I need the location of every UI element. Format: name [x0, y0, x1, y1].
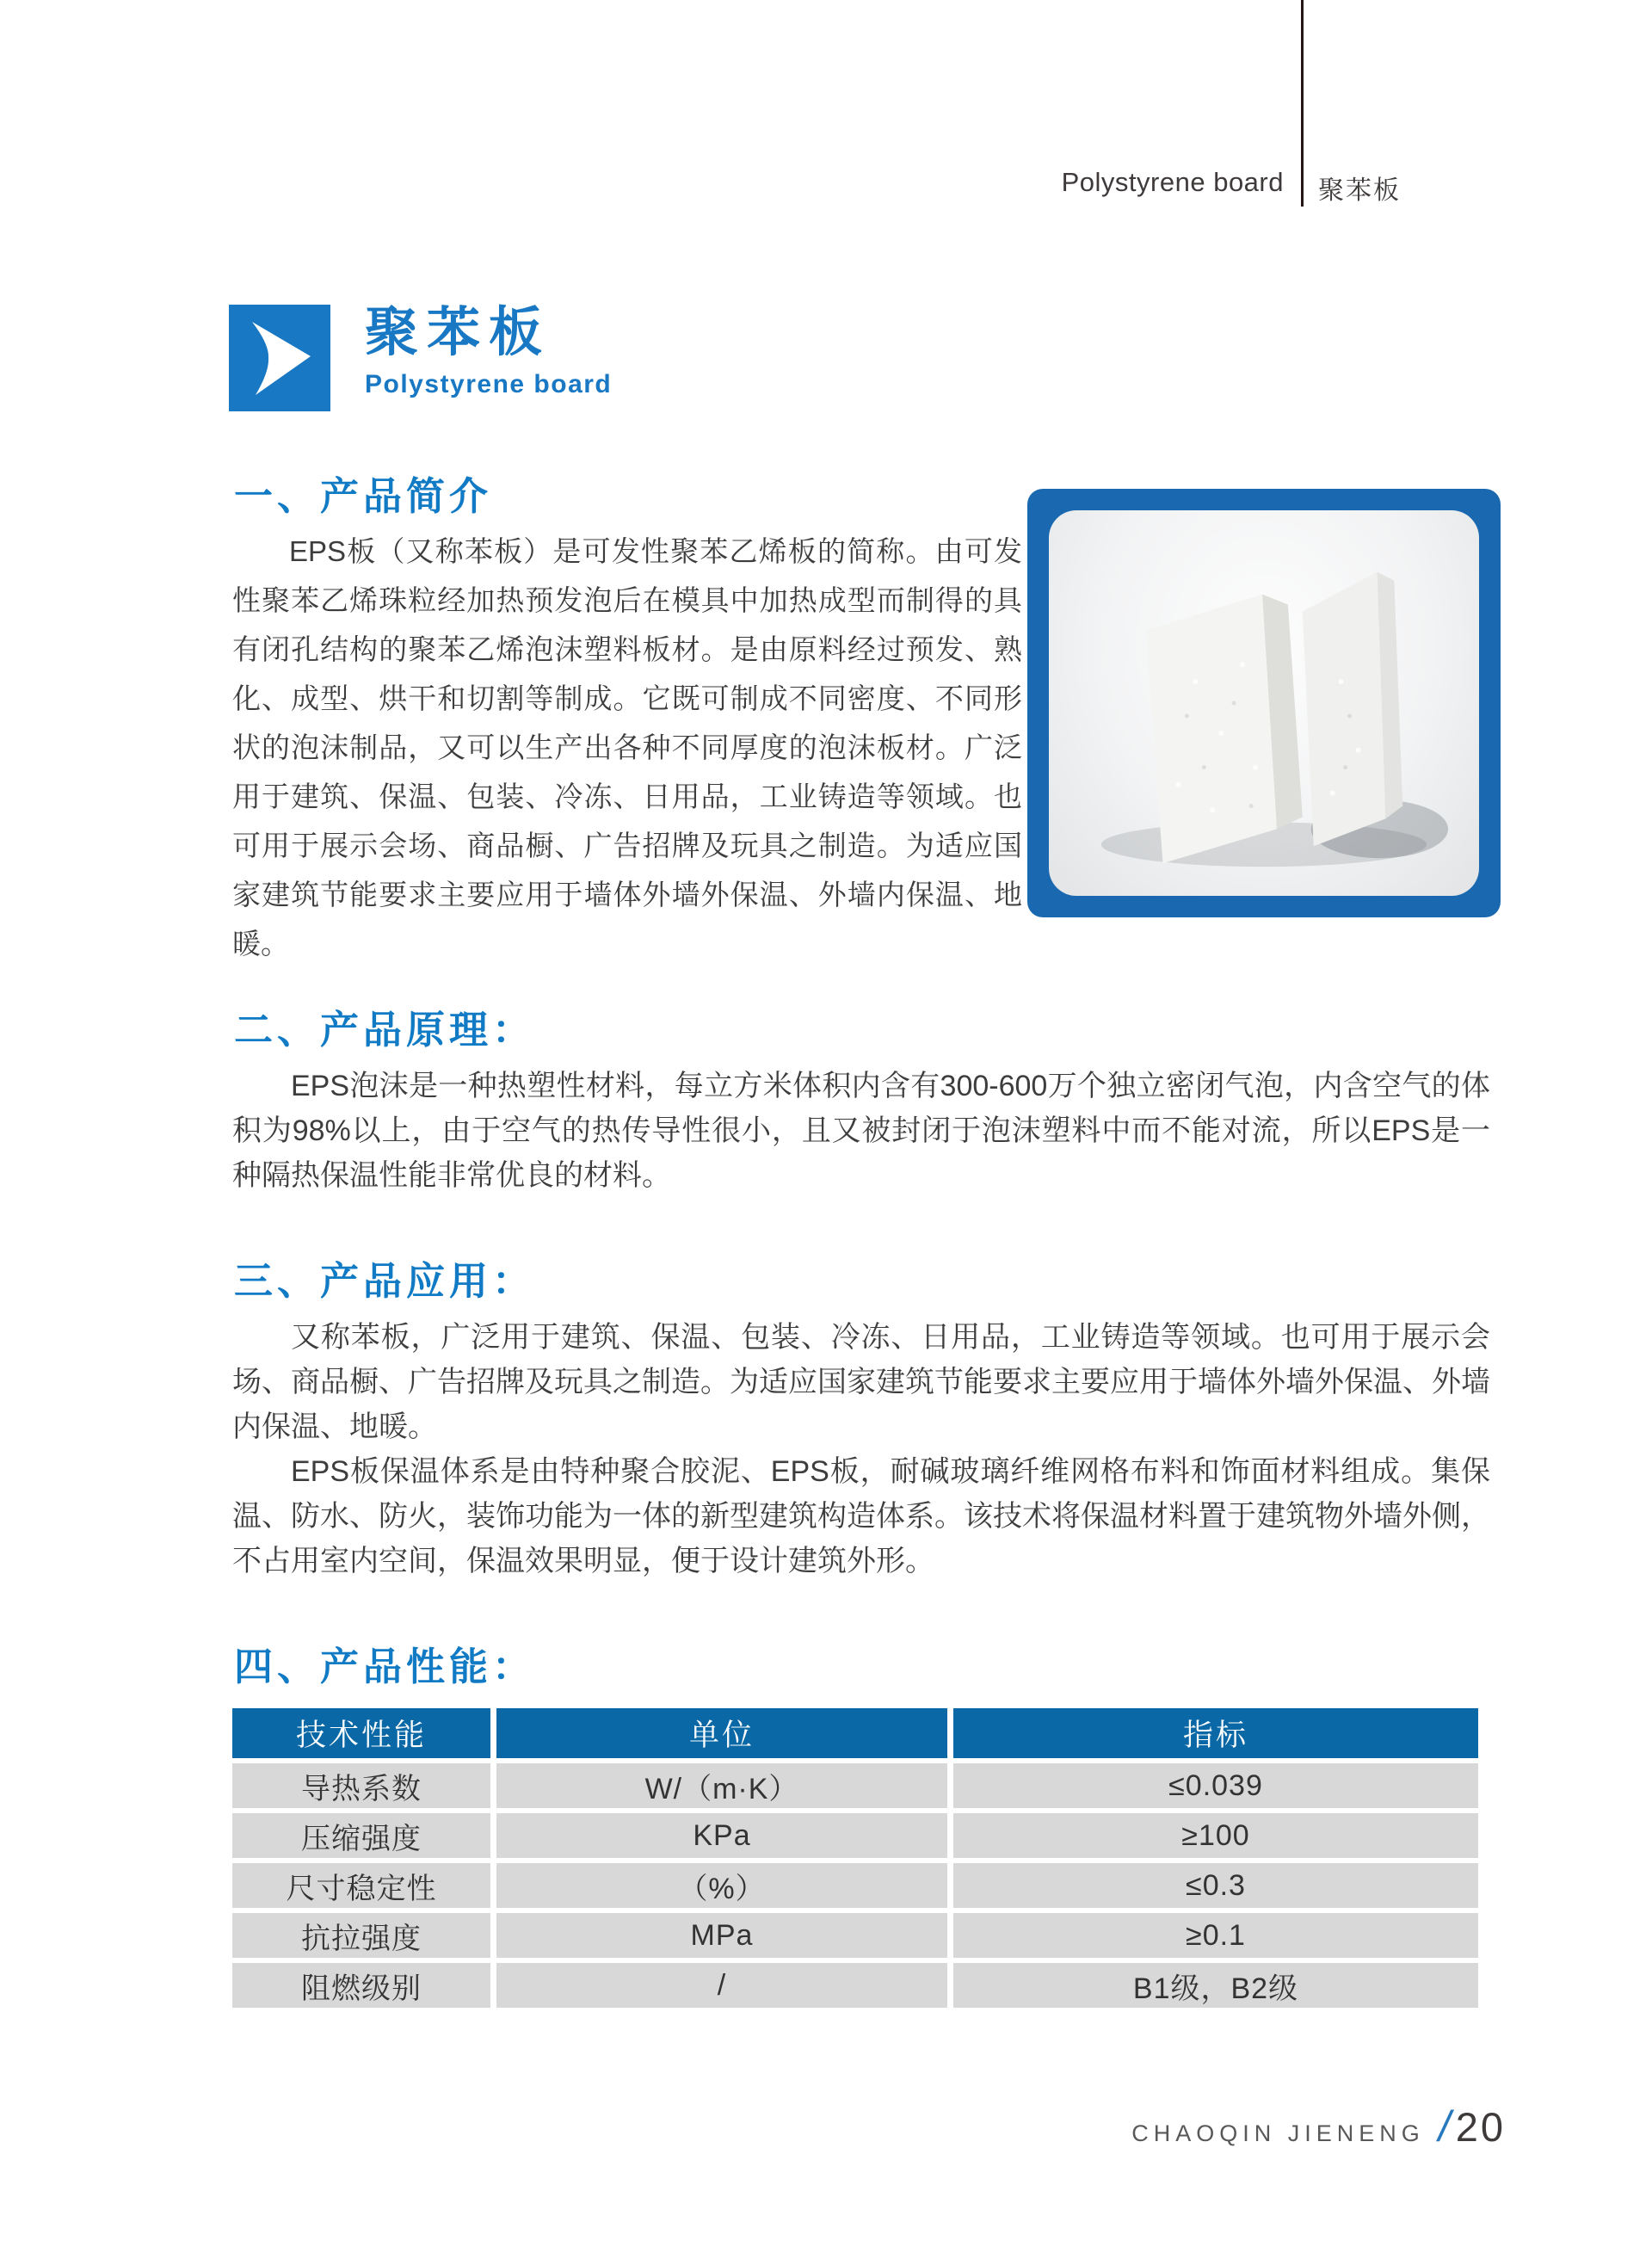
section3-paragraph-2: EPS板保温体系是由特种聚合胶泥、EPS板，耐碱玻璃纤维网格布料和饰面材料组成。集保温、防水、防火，装饰功能为一体的新型建筑构造体系。该技术将保温材料置于建筑物外墙外侧，不占用室内空间，保温效果明显，便于设计建筑外形。 [232, 1455, 1490, 1577]
table-cell: / [496, 1963, 947, 2008]
product-logo [229, 305, 612, 411]
section2-heading: 二、产品原理： [234, 1009, 536, 1052]
arrow-right-icon [229, 305, 330, 411]
running-header-zh: 聚苯板 [1318, 176, 1401, 205]
section3-heading: 三、产品应用： [234, 1260, 536, 1303]
footer-slash: / [1438, 2102, 1451, 2151]
table-header-index: 指标 [953, 1708, 1478, 1758]
table-cell: 抗拉强度 [232, 1913, 490, 1958]
logo-subtitle: Polystyrene board [365, 370, 613, 398]
table-cell: MPa [496, 1913, 947, 1958]
table-cell: KPa [496, 1813, 947, 1858]
table-cell: （%） [496, 1863, 947, 1908]
table-cell: 导热系数 [232, 1763, 490, 1808]
section3-paragraph-1: 又称苯板，广泛用于建筑、保温、包装、冷冻、日用品，工业铸造等领域。也可用于展示会场、商品橱、广告招牌及玩具之制造。为适应国家建筑节能要求主要应用于墙体外墙外保温、外墙内保温、地暖。 [232, 1321, 1490, 1443]
page-footer [1131, 2102, 1506, 2151]
table-cell: ≥100 [953, 1813, 1478, 1858]
section1-heading: 一、产品简介 [234, 475, 493, 518]
section3-body [232, 1315, 1490, 1583]
table-header-unit: 单位 [496, 1708, 947, 1758]
product-photo [1049, 510, 1479, 896]
section4-heading: 四、产品性能： [234, 1645, 536, 1688]
footer-page-number: 20 [1455, 2104, 1506, 2150]
section1-body [232, 527, 1022, 968]
table-cell: 阻燃级别 [232, 1963, 490, 2008]
table-cell: 尺寸稳定性 [232, 1863, 490, 1908]
section1-paragraph: EPS板（又称苯板）是可发性聚苯乙烯板的简称。由可发性聚苯乙烯珠粒经加热预发泡后在模具中加热成型而制得的具有闭孔结构的聚苯乙烯泡沫塑料板材。是由原料经过预发、熟化、成型、烘干和切割等制成。它既可制成不同密度、不同形状的泡沫制品，又可以生产出各种不同厚度的泡沫板材。广泛用于建筑、保温、包装、冷冻、日用品，工业铸造等领域。也可用于展示会场、商品橱、广告招牌及玩具之制造。为适应国家建筑节能要求主要应用于墙体外墙外保温、外墙内保温、地暖。 [232, 535, 1022, 960]
product-photo-frame [1027, 489, 1501, 917]
section2-paragraph: EPS泡沫是一种热塑性材料，每立方米体积内含有300-600万个独立密闭气泡，内含空气的体积为98%以上，由于空气的热传导性很小，且又被封闭于泡沫塑料中而不能对流，所以EPS是一种隔热保温性能非常优良的材料。 [232, 1070, 1490, 1192]
table-cell: ≤0.3 [953, 1863, 1478, 1908]
table-cell: ≥0.1 [953, 1913, 1478, 1958]
footer-company-name: CHAOQIN JIENENG [1131, 2120, 1425, 2146]
table-cell: B1级，B2级 [953, 1963, 1478, 2008]
table-cell: 压缩强度 [232, 1813, 490, 1858]
running-header-en: Polystyrene board [1061, 167, 1284, 197]
table-header-property: 技术性能 [232, 1708, 490, 1758]
logo-title: 聚苯板 [365, 303, 552, 362]
performance-table [232, 1708, 1478, 2008]
table-cell: W/（m·K） [496, 1763, 947, 1808]
header-divider-rule [1301, 0, 1304, 207]
section2-body [232, 1064, 1490, 1198]
logo-text [365, 305, 612, 399]
table-cell: ≤0.039 [953, 1763, 1478, 1808]
